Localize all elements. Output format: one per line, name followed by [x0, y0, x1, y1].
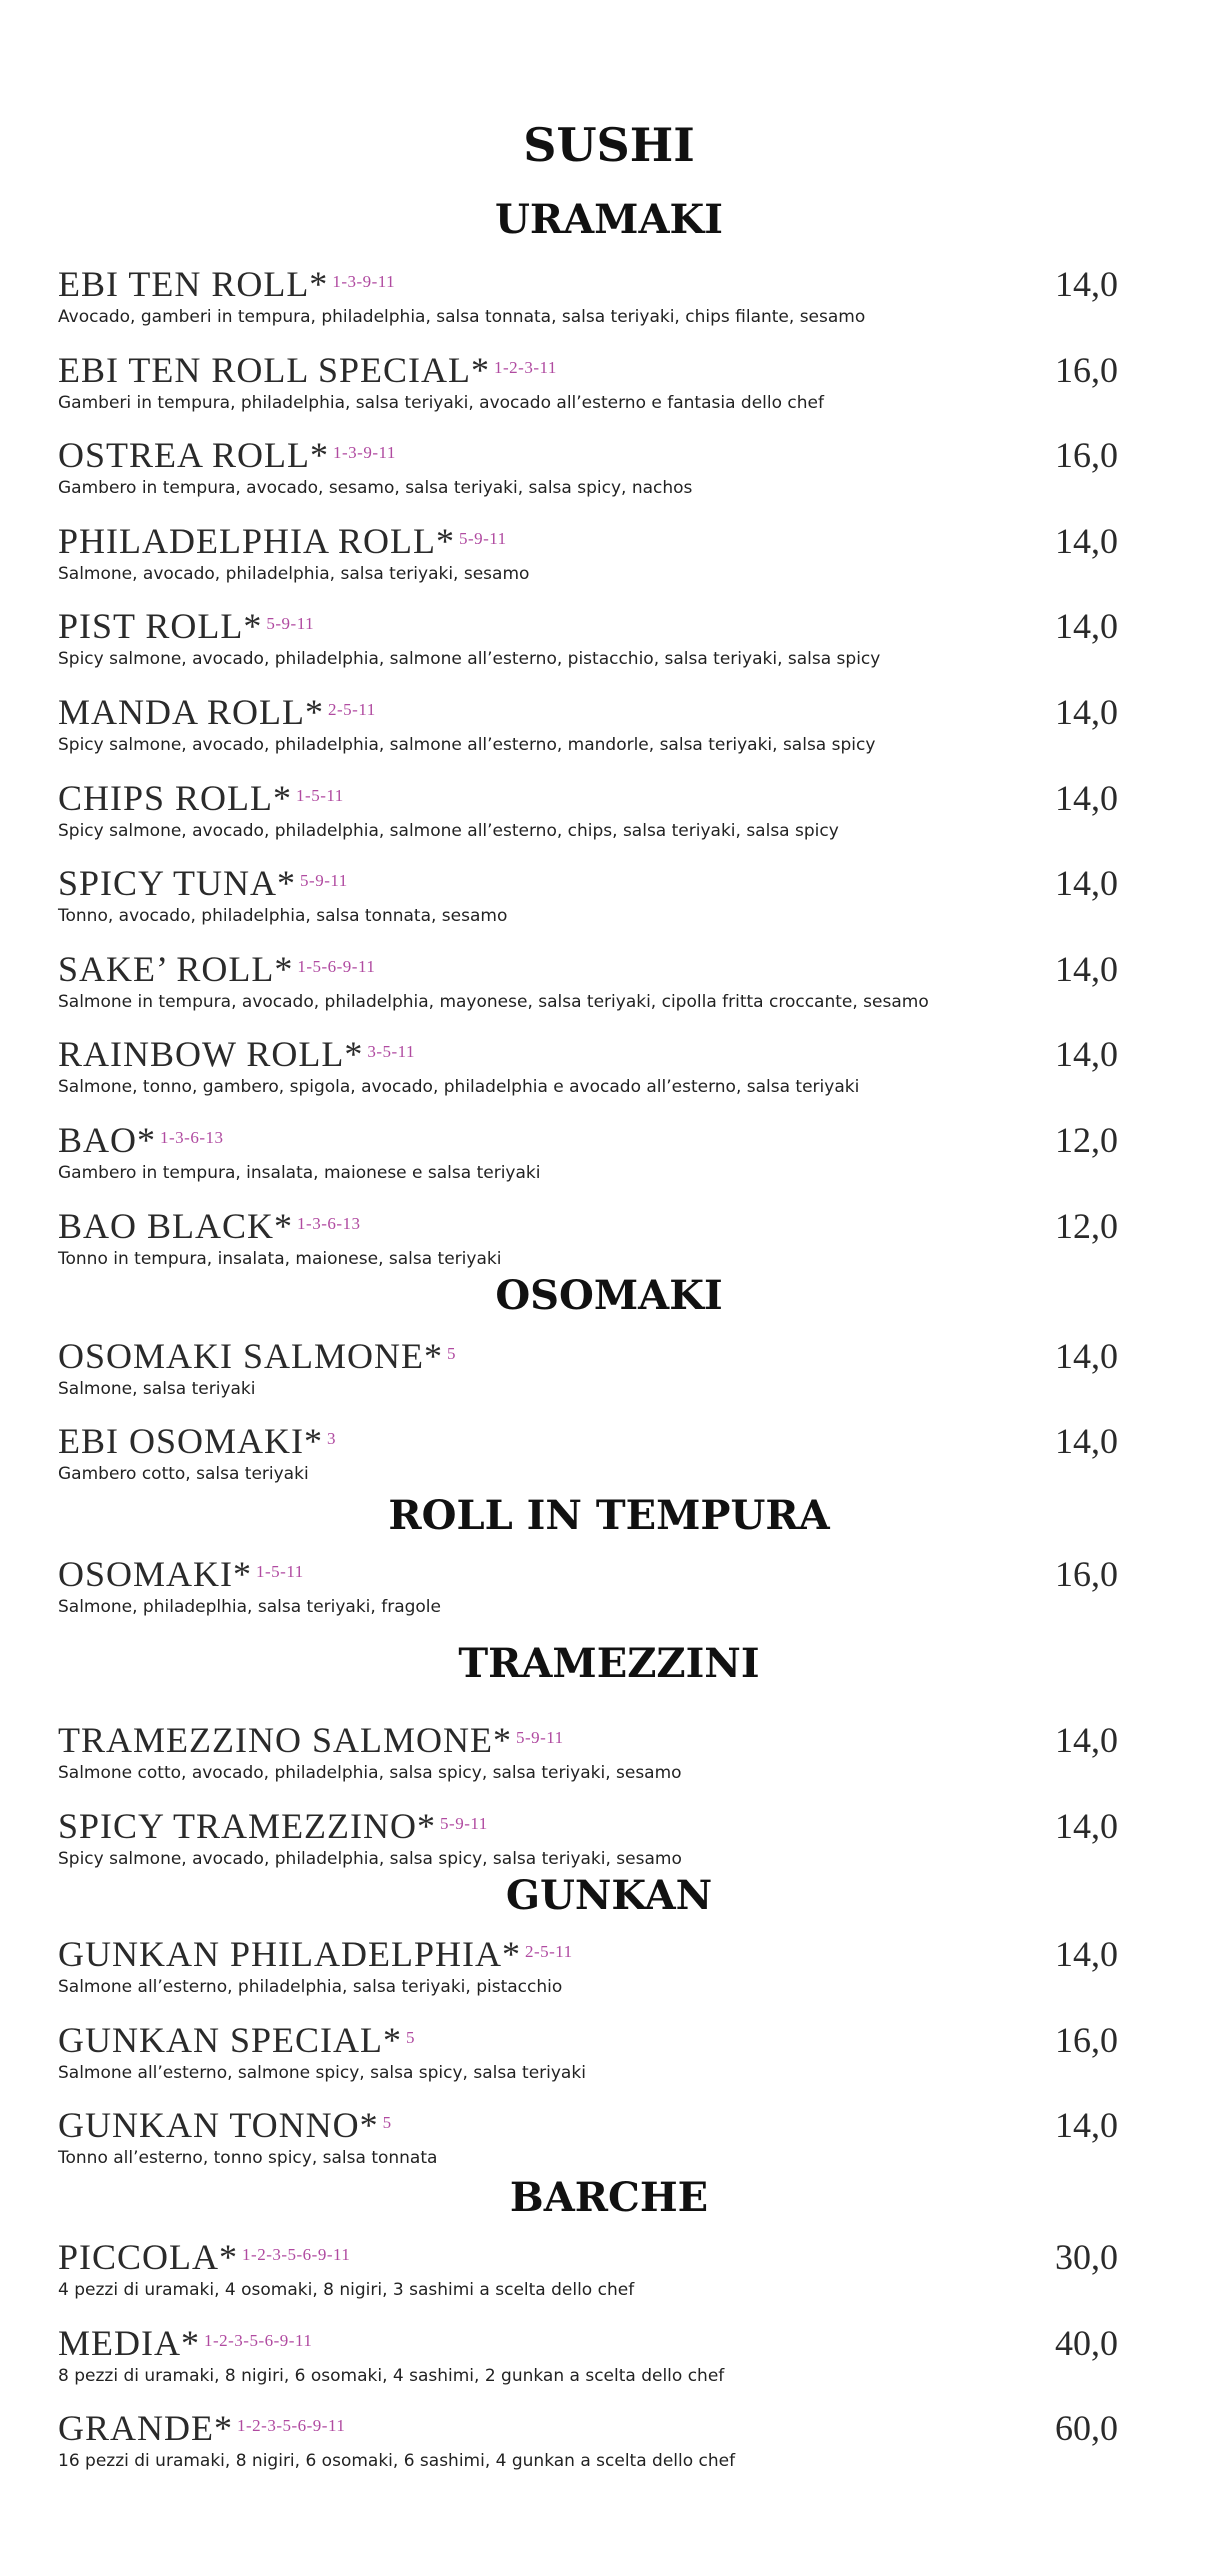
menu-item-heading — [58, 1804, 488, 1848]
menu-item — [58, 947, 1118, 1019]
menu-item-price: 14,0 — [1055, 264, 1118, 304]
menu-item-allergens: 5 — [382, 2113, 392, 2132]
menu-item — [58, 2018, 1118, 2090]
menu-item-description: Avocado, gamberi in tempura, philadelphia, salsa tonnata, salsa teriyaki, chips filante, sesamo — [58, 307, 866, 327]
menu-item-allergens: 3 — [327, 1429, 337, 1448]
menu-item — [58, 1552, 1118, 1624]
menu-item-price: 60,0 — [1055, 2408, 1118, 2448]
menu-item-description: Gambero cotto, salsa teriyaki — [58, 1464, 309, 1484]
menu-item — [58, 519, 1118, 591]
menu-item — [58, 2235, 1118, 2307]
menu-item-allergens: 5-9-11 — [515, 1728, 564, 1747]
menu-item-heading — [58, 1932, 573, 1976]
menu-item-heading — [58, 1204, 361, 1248]
menu-item-name: BAO* — [58, 1120, 157, 1160]
menu-item-name: GUNKAN TONNO* — [58, 2105, 379, 2145]
menu-item-allergens: 1-3-9-11 — [332, 272, 396, 291]
menu-item-name: EBI OSOMAKI* — [58, 1421, 324, 1461]
menu-item-description: Salmone all’esterno, philadelphia, salsa teriyaki, pistacchio — [58, 1977, 563, 1997]
menu-item-name: TRAMEZZINO SALMONE* — [58, 1720, 512, 1760]
menu-item-name: BAO BLACK* — [58, 1205, 294, 1246]
menu-item-description: Gambero in tempura, insalata, maionese e salsa teriyaki — [58, 1163, 541, 1183]
menu-item-allergens: 1-5-11 — [296, 785, 344, 805]
menu-item — [58, 1032, 1118, 1104]
menu-item-description: Spicy salmone, avocado, philadelphia, salsa spicy, salsa teriyaki, sesamo — [58, 1848, 682, 1869]
menu-item-description: 16 pezzi di uramaki, 8 nigiri, 6 osomaki, 6 sashimi, 4 gunkan a scelta dello chef — [58, 2451, 736, 2471]
menu-item-description: Tonno in tempura, insalata, maionese, salsa teriyaki — [58, 1248, 502, 1269]
menu-item-allergens: 5-9-11 — [440, 1813, 488, 1833]
menu-item — [58, 1334, 1118, 1406]
menu-item-heading — [58, 1718, 564, 1762]
menu-item-name: SPICY TUNA* — [58, 863, 297, 904]
menu-item-name: PIST ROLL* — [58, 606, 263, 647]
menu-item-heading — [58, 1419, 336, 1463]
menu-item-allergens: 1-5-6-9-11 — [297, 956, 376, 976]
menu-item-name: EBI TEN ROLL* — [58, 264, 329, 304]
menu-item-price: 12,0 — [1055, 1205, 1118, 1246]
menu-item-price: 14,0 — [1055, 606, 1118, 647]
menu-item-description: Gambero in tempura, avocado, sesamo, salsa teriyaki, salsa spicy, nachos — [58, 478, 693, 499]
menu-item-heading — [58, 1552, 304, 1596]
menu-item-heading — [58, 1032, 415, 1076]
menu-item — [58, 690, 1118, 762]
menu-item-allergens: 1-3-6-13 — [297, 1213, 361, 1233]
menu-item-name: PHILADELPHIA ROLL* — [58, 520, 455, 561]
menu-item-description: Salmone, avocado, philadelphia, salsa teriyaki, sesamo — [58, 563, 530, 584]
menu-item-allergens: 3-5-11 — [367, 1042, 416, 1062]
menu-item-description: Salmone, philadeplhia, salsa teriyaki, fragole — [58, 1597, 441, 1617]
menu-item-heading — [58, 2321, 312, 2365]
menu-item-allergens: 1-2-3-11 — [494, 357, 557, 377]
menu-item — [58, 348, 1118, 420]
menu-item-name: MANDA ROLL* — [58, 692, 325, 732]
menu-item-name: SAKE’ ROLL* — [58, 948, 294, 989]
menu-item-name: SPICY TRAMEZZINO* — [58, 1805, 437, 1846]
menu-item-heading — [58, 2406, 345, 2450]
menu-item-description: Tonno, avocado, philadelphia, salsa tonnata, sesamo — [58, 906, 508, 927]
menu-item — [58, 861, 1118, 933]
menu-item-name: CHIPS ROLL* — [58, 777, 293, 818]
section-title-barche: BARCHE — [509, 2174, 709, 2221]
page-title: SUSHI — [523, 118, 695, 172]
menu-item — [58, 2321, 1118, 2393]
menu-item-price: 30,0 — [1055, 2237, 1118, 2277]
menu-item-price: 14,0 — [1055, 777, 1118, 818]
menu-item-allergens: 1-5-11 — [256, 1562, 304, 1581]
menu-item-price: 14,0 — [1055, 692, 1118, 732]
menu-item — [58, 776, 1118, 848]
section-title-tramezzini: TRAMEZZINI — [458, 1640, 760, 1687]
menu-item-description: Salmone, salsa teriyaki — [58, 1379, 256, 1399]
menu-item-heading — [58, 947, 375, 991]
menu-item-allergens: 5 — [406, 2027, 416, 2047]
menu-item-price: 14,0 — [1055, 948, 1118, 989]
section-title-roll-in-tempura: ROLL IN TEMPURA — [388, 1492, 830, 1539]
section-title-gunkan: GUNKAN — [505, 1872, 713, 1919]
menu-item-heading — [58, 519, 507, 563]
menu-item-price: 14,0 — [1055, 1336, 1118, 1376]
menu-item-allergens: 5 — [447, 1344, 457, 1363]
menu-item-allergens: 2-5-11 — [328, 700, 376, 719]
menu-item — [58, 2103, 1118, 2175]
menu-item-heading — [58, 690, 376, 734]
menu-item-heading — [58, 1118, 224, 1162]
menu-item-description: Spicy salmone, avocado, philadelphia, salmone all’esterno, chips, salsa teriyaki, salsa spicy — [58, 820, 839, 841]
menu-item-price: 14,0 — [1055, 1421, 1118, 1461]
menu-item-price: 16,0 — [1055, 435, 1118, 476]
menu-item-description: Salmone cotto, avocado, philadelphia, salsa spicy, salsa teriyaki, sesamo — [58, 1763, 682, 1783]
menu-item-allergens: 5-9-11 — [266, 614, 315, 634]
menu-item-allergens: 2-5-11 — [524, 1942, 573, 1961]
menu-item-heading — [58, 2235, 350, 2279]
menu-item-description: Spicy salmone, avocado, philadelphia, salmone all’esterno, pistacchio, salsa teriyaki, salsa spicy — [58, 649, 881, 670]
menu-item-description: Tonno all’esterno, tonno spicy, salsa tonnata — [58, 2148, 438, 2168]
menu-item-description: Salmone in tempura, avocado, philadelphia, mayonese, salsa teriyaki, cipolla fritta croccante, sesamo — [58, 991, 929, 1012]
menu-item-name: GUNKAN PHILADELPHIA* — [58, 1934, 521, 1974]
menu-item-allergens: 5-9-11 — [300, 871, 348, 891]
menu-item — [58, 1804, 1118, 1876]
menu-item-description: Salmone, tonno, gambero, spigola, avocado, philadelphia e avocado all’esterno, salsa teriyaki — [58, 1077, 860, 1098]
menu-item-price: 40,0 — [1055, 2322, 1118, 2363]
menu-item-price: 14,0 — [1055, 1720, 1118, 1760]
menu-item-description: 4 pezzi di uramaki, 4 osomaki, 8 nigiri, 3 sashimi a scelta dello chef — [58, 2280, 635, 2300]
menu-item-heading — [58, 776, 344, 820]
menu-item-allergens: 1-2-3-5-6-9-11 — [203, 2330, 313, 2350]
menu-item-name: PICCOLA* — [58, 2237, 239, 2277]
menu-item-heading — [58, 2018, 415, 2062]
menu-item-price: 14,0 — [1055, 1805, 1118, 1846]
menu-item — [58, 1204, 1118, 1276]
menu-item-name: GUNKAN SPECIAL* — [58, 2019, 403, 2060]
menu-item — [58, 1419, 1118, 1491]
menu-item-name: GRANDE* — [58, 2408, 233, 2448]
menu-item-description: Salmone all’esterno, salmone spicy, salsa spicy, salsa teriyaki — [58, 2062, 586, 2083]
menu-item-heading — [58, 433, 396, 477]
menu-item — [58, 433, 1118, 505]
menu-item-price: 14,0 — [1055, 1934, 1118, 1974]
menu-item — [58, 1118, 1118, 1190]
menu-item-heading — [58, 2103, 392, 2147]
menu-item-heading — [58, 1334, 456, 1378]
menu-item-price: 14,0 — [1055, 2105, 1118, 2145]
menu-item-price: 16,0 — [1055, 2019, 1118, 2060]
menu-item-name: MEDIA* — [58, 2322, 200, 2363]
menu-item-description: 8 pezzi di uramaki, 8 nigiri, 6 osomaki, 4 sashimi, 2 gunkan a scelta dello chef — [58, 2365, 725, 2386]
menu-item-allergens: 1-2-3-5-6-9-11 — [242, 2245, 351, 2264]
menu-item-allergens: 1-3-6-13 — [160, 1128, 224, 1147]
menu-item-price: 12,0 — [1055, 1120, 1118, 1160]
menu-item-heading — [58, 262, 395, 306]
menu-item-description: Spicy salmone, avocado, philadelphia, salmone all’esterno, mandorle, salsa teriyaki, salsa spicy — [58, 735, 876, 755]
section-title-uramaki: URAMAKI — [495, 196, 723, 243]
menu-item-price: 14,0 — [1055, 1034, 1118, 1075]
menu-item-allergens: 1-3-9-11 — [333, 443, 396, 463]
menu-item-price: 14,0 — [1055, 863, 1118, 904]
menu-item-name: RAINBOW ROLL* — [58, 1034, 364, 1075]
menu-item — [58, 604, 1118, 676]
menu-item-description: Gamberi in tempura, philadelphia, salsa teriyaki, avocado all’esterno e fantasia dello chef — [58, 392, 824, 413]
menu-item-allergens: 5-9-11 — [458, 528, 507, 548]
menu-item-allergens: 1-2-3-5-6-9-11 — [237, 2416, 346, 2435]
menu-item-name: EBI TEN ROLL SPECIAL* — [58, 349, 490, 390]
section-title-osomaki: OSOMAKI — [495, 1272, 723, 1319]
menu-item — [58, 1932, 1118, 2004]
menu-item-name: OSOMAKI* — [58, 1554, 253, 1594]
menu-item-price: 14,0 — [1055, 520, 1118, 561]
menu-item-price: 16,0 — [1055, 1554, 1118, 1594]
menu-item-price: 16,0 — [1055, 349, 1118, 390]
menu-item-name: OSTREA ROLL* — [58, 435, 330, 476]
menu-item-name: OSOMAKI SALMONE* — [58, 1336, 444, 1376]
menu-item — [58, 262, 1118, 334]
menu-item-heading — [58, 861, 348, 905]
menu-item-heading — [58, 348, 557, 392]
menu-item-heading — [58, 604, 314, 648]
menu-item — [58, 1718, 1118, 1790]
menu-item — [58, 2406, 1118, 2478]
